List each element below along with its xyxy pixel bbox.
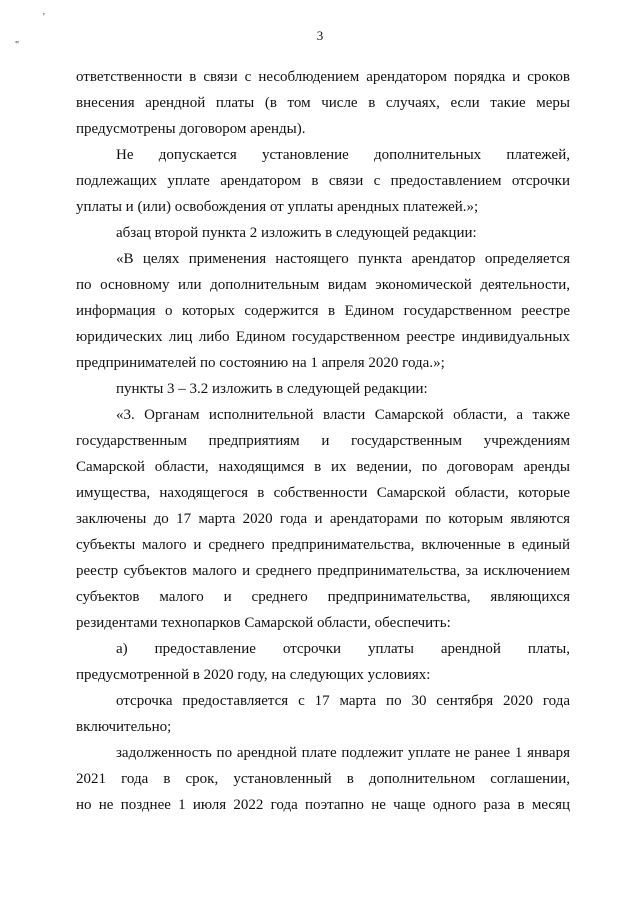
paragraph-first-line: пункты 3 – 3.2 изложить в следующей редакции: xyxy=(116,381,428,397)
text-line: 2021 года в срок, установленный в дополнительном соглашении, xyxy=(76,771,570,787)
text-line: реестр субъектов малого и среднего предпринимательства, за исключением xyxy=(76,563,570,579)
paragraph-first-line: а) предоставление отсрочки уплаты арендной платы, xyxy=(116,641,570,657)
text-line: предусмотренной в 2020 году, на следующих условиях: xyxy=(76,667,431,683)
text-line: Самарской области, находящимся в их ведении, по договорам аренды xyxy=(76,459,570,475)
paragraph-first-line: отсрочка предоставляется с 17 марта по 30 сентября 2020 года xyxy=(116,693,570,709)
text-line: внесения арендной платы (в том числе в случаях, если такие меры xyxy=(76,95,570,111)
text-line: субъекты малого и среднего предпринимательства, включенные в единый xyxy=(76,537,570,553)
margin-mark: ' xyxy=(43,12,45,23)
text-line: имущества, находящегося в собственности Самарской области, которые xyxy=(76,485,570,501)
text-line: резидентами технопарков Самарской области, обеспечить: xyxy=(76,615,451,631)
text-line: подлежащих уплате арендатором в связи с предоставлением отсрочки xyxy=(76,173,570,189)
text-line: предпринимателей по состоянию на 1 апреля 2020 года.»; xyxy=(76,355,445,371)
paragraph-first-line: абзац второй пункта 2 изложить в следующей редакции: xyxy=(116,225,477,241)
text-line: включительно; xyxy=(76,719,172,735)
page-number: 3 xyxy=(316,28,324,43)
paragraph-first-line: Не допускается установление дополнительных платежей, xyxy=(116,147,570,163)
text-line: по основному или дополнительным видам экономической деятельности, xyxy=(76,277,570,293)
text-line: предусмотрены договором аренды). xyxy=(76,121,306,137)
text-line: ответственности в связи с несоблюдением арендатором порядка и сроков xyxy=(76,69,570,85)
text-line: уплаты и (или) освобождения от уплаты арендных платежей.»; xyxy=(76,199,479,215)
text-line: субъектов малого и среднего предпринимательства, являющихся xyxy=(76,589,570,605)
text-line: заключены до 17 марта 2020 года и арендаторами по которым являются xyxy=(76,511,570,527)
text-line: информация о которых содержится в Едином государственном реестре xyxy=(76,303,570,319)
text-line: государственным предприятиям и государственным учреждениям xyxy=(76,433,570,449)
text-line: но не позднее 1 июля 2022 года поэтапно не чаще одного раза в месяц xyxy=(76,797,570,813)
paragraph-first-line: «В целях применения настоящего пункта арендатор определяется xyxy=(116,251,570,267)
margin-mark: " xyxy=(15,40,20,51)
text-line: юридических лиц либо Едином государственном реестре индивидуальных xyxy=(76,329,570,345)
paragraph-first-line: «3. Органам исполнительной власти Самарской области, а также xyxy=(116,407,570,423)
paragraph-first-line: задолженность по арендной плате подлежит уплате не ранее 1 января xyxy=(116,745,570,761)
